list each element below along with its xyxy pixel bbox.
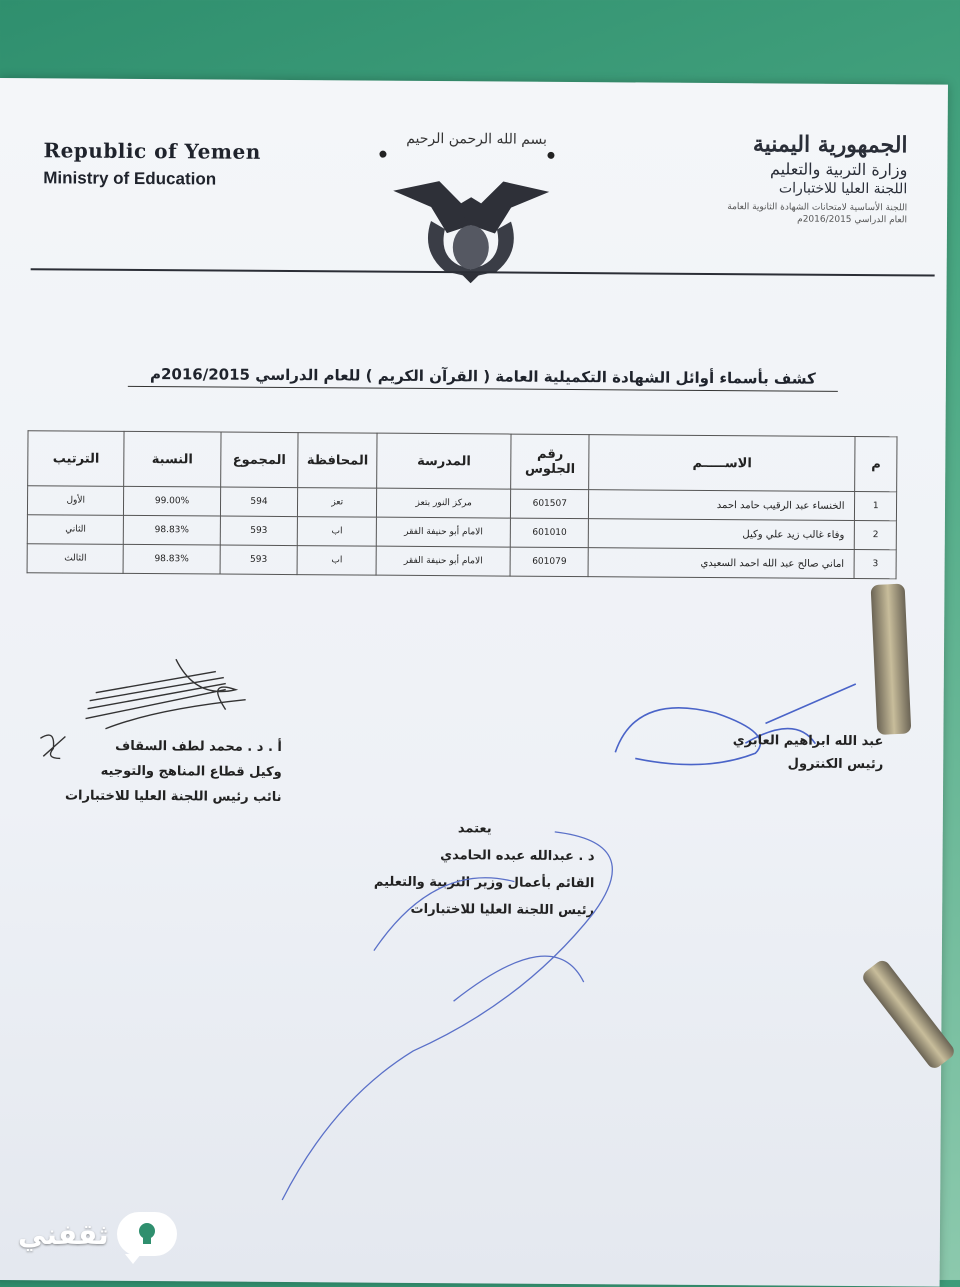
- paper-clip: [871, 584, 912, 735]
- results-table: [27, 430, 898, 579]
- arabic-letterhead: [587, 130, 908, 225]
- signatory-left-name: أ . د . محمد لطف السقاف: [115, 738, 282, 755]
- paper-clip: [860, 958, 957, 1071]
- approval-heading: يعتمد: [457, 821, 492, 837]
- approver-name: د . عبدالله عبده الحامدي: [440, 848, 595, 865]
- cell-school: الامام أبو حنيفة الفقر: [376, 546, 511, 576]
- table-header-row: [28, 431, 897, 492]
- approver-role2: رئيس اللجنة العليا للاختبارات: [410, 901, 595, 919]
- col-number-header: م: [855, 436, 897, 491]
- cell-total: 593: [220, 545, 298, 575]
- site-watermark: [18, 1212, 177, 1256]
- cell-total: 594: [220, 487, 298, 517]
- col-name-header: الاســـــم: [589, 435, 856, 492]
- cell-rank: الثاني: [27, 515, 124, 545]
- signatory-right-name: عبد الله ابراهيم العابري: [732, 733, 884, 750]
- cell-rank: الأول: [27, 486, 124, 516]
- document-title: كشف بأسماء أوائل الشهادة التكميلية العامة ( القرآن الكريم ) للعام الدراسي 2016/2015م: [128, 365, 838, 392]
- cell-rank: الثالث: [27, 544, 124, 574]
- signatory-left-role1: وكيل قطاع المناهج والتوجيه: [100, 763, 282, 780]
- cell-number: 2: [855, 520, 897, 549]
- signatory-left-role2: نائب رئيس اللجنة العليا للاختبارات: [64, 788, 282, 805]
- cell-seat: 601079: [510, 547, 588, 577]
- document-sheet: [0, 78, 948, 1287]
- ministry-name-ar: وزارة التربية والتعليم: [769, 159, 908, 180]
- signatory-right: [665, 733, 883, 773]
- country-name-en: Republic of Yemen: [43, 138, 261, 164]
- cell-percent: 98.83%: [124, 515, 220, 545]
- cell-number: 1: [855, 491, 897, 520]
- cell-total: 593: [220, 516, 298, 546]
- english-letterhead: [43, 138, 261, 190]
- signatory-left: [65, 738, 282, 805]
- watermark-text: ثقفني: [18, 1217, 109, 1251]
- cell-school: الامام أبو حنيفة الفقر: [376, 517, 511, 547]
- subcommittee-name-ar: اللجنة الأساسية لامتحانات الشهادة الثانوية العامة: [727, 202, 908, 214]
- col-total-header: المجموع: [220, 432, 298, 488]
- col-school-header: المدرسة: [377, 433, 512, 489]
- col-rank-header: الترتيب: [28, 431, 125, 487]
- signatory-right-role: رئيس الكنترول: [787, 756, 884, 773]
- country-name-ar: الجمهورية اليمنية: [752, 131, 908, 159]
- lightbulb-bubble-icon: [117, 1212, 177, 1256]
- cell-governorate: تعز: [298, 488, 377, 518]
- cell-name: وفاء غالب زيد علي وكيل: [588, 519, 855, 550]
- pen-signature-approval: [252, 800, 675, 1223]
- col-governorate-header: المحافظة: [298, 433, 377, 489]
- cell-name: اماني صالح عبد الله احمد السعيدي: [588, 548, 855, 579]
- approver-role1: القائم بأعمال وزير التربية والتعليم: [373, 874, 595, 892]
- signature-scribble-left: [75, 649, 266, 740]
- cell-school: مركز النور بتعز: [376, 488, 511, 518]
- committee-name-ar: اللجنة العليا للاختبارات: [778, 180, 908, 198]
- cell-seat: 601507: [511, 489, 589, 519]
- yemen-eagle-emblem-icon: [391, 173, 552, 284]
- cell-governorate: اب: [298, 546, 377, 576]
- academic-year-ar: العام الدراسي 2016/2015م: [797, 214, 908, 226]
- ornament-dot: [547, 152, 554, 159]
- ornament-dot: [379, 151, 386, 158]
- basmala: بسم الله الرحمن الرحيم: [406, 130, 547, 148]
- cell-percent: 99.00%: [124, 486, 220, 516]
- col-seat-header: رقم الجلوس: [511, 434, 589, 490]
- table-row: [27, 544, 896, 579]
- col-percent-header: النسبة: [124, 431, 220, 487]
- cell-percent: 98.83%: [123, 544, 219, 574]
- cell-governorate: اب: [298, 517, 377, 547]
- cell-name: الخنساء عبد الرقيب حامد احمد: [589, 490, 856, 521]
- ministry-name-en: Ministry of Education: [43, 168, 217, 189]
- cell-seat: 601010: [511, 518, 589, 548]
- cell-number: 3: [855, 549, 897, 578]
